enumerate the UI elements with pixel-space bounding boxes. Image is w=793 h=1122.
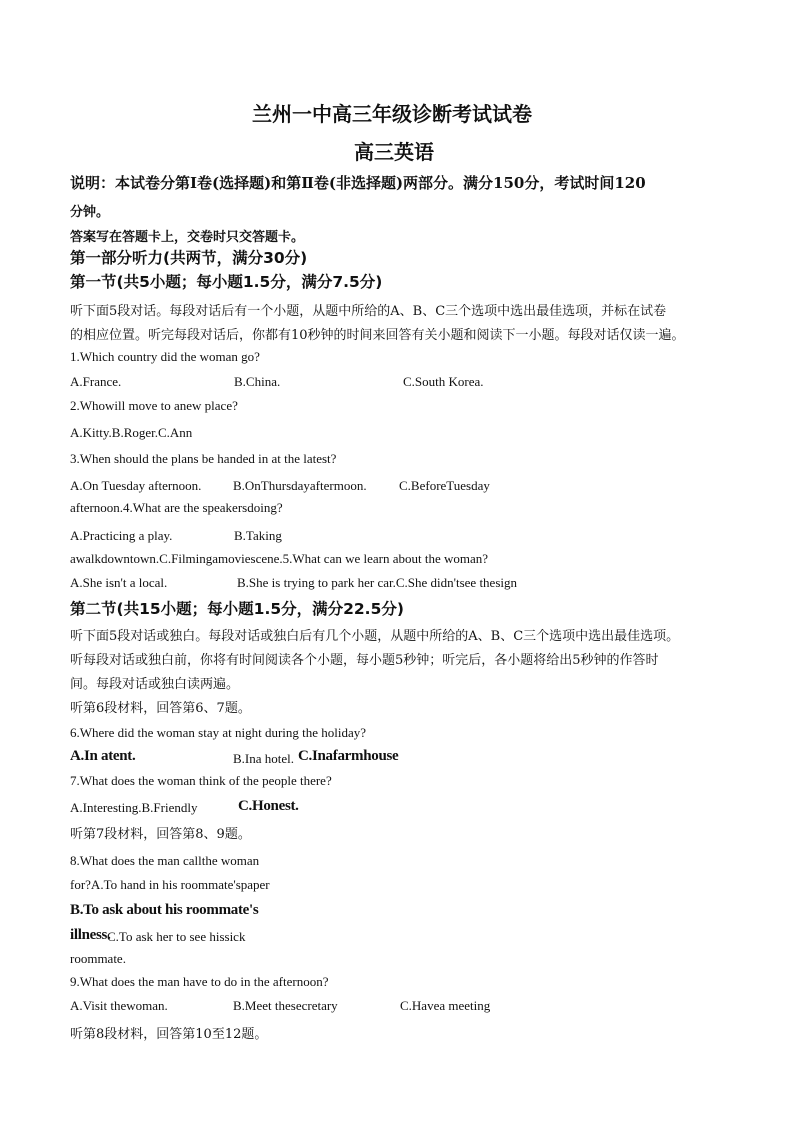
q7-option-ab: A.Interesting.B.Friendly	[70, 800, 198, 815]
section2-instructions-3: 间。每段对话或独白读两遍。	[70, 677, 240, 692]
q5-option-a: A.She isn't a local.	[70, 575, 168, 590]
question-7: 7.What does the woman think of the people there?	[70, 773, 332, 788]
q5-option-bc: B.She is trying to park her car.C.She didn'tsee thesign	[237, 575, 517, 590]
q3-option-a: A.On Tuesday afternoon.	[70, 478, 202, 493]
material-8-note: 听第8段材料，回答第10至12题。	[70, 1027, 268, 1042]
q1-option-a: A.France.	[70, 374, 122, 389]
q6-option-c: C.Inafarmhouse	[298, 748, 399, 764]
q6-option-a: A.In atent.	[70, 748, 136, 764]
section1-instructions-2: 的相应位置。听完每段对话后，你都有10秒钟的时间来回答有关小题和阅读下一小题。每段对话仅读一遍。	[70, 328, 685, 343]
q6-option-b: B.Ina hotel.	[233, 751, 295, 766]
part1-heading: 第一部分听力(共两节，满分30分)	[70, 249, 308, 267]
instructions-line-2: 分钟。	[70, 205, 110, 220]
section2-instructions-1: 听下面5段对话或独白。每段对话或独白后有几个小题，从题中所给的A、B、C三个选项中选出最佳选项。	[70, 629, 680, 644]
question-8-line-1: 8.What does the man callthe woman	[70, 853, 260, 868]
section2-heading: 第二节(共15小题；每小题1.5分，满分22.5分)	[70, 600, 404, 618]
q2-options: A.Kitty.B.Roger.C.Ann	[70, 425, 193, 440]
q8-option-b-end: illness.	[70, 927, 111, 943]
q1-option-b: B.China.	[234, 374, 281, 389]
answer-sheet-note: 答案写在答题卡上，交卷时只交答题卡。	[70, 230, 305, 245]
q1-option-c: C.South Korea.	[403, 374, 484, 389]
material-7-note: 听第7段材料，回答第8、9题。	[70, 827, 251, 842]
q4-option-a: A.Practicing a play.	[70, 528, 173, 543]
question-2: 2.Whowill move to anew place?	[70, 398, 238, 413]
q8-option-c-end: roommate.	[70, 951, 126, 966]
exam-subject: 高三英语	[354, 140, 434, 164]
q9-option-c: C.Havea meeting	[400, 998, 491, 1013]
section2-instructions-2: 听每段对话或独白前，你将有时间阅读各个小题，每小题5秒钟；听完后，各小题将给出5秒钟的作答时	[70, 653, 659, 668]
q9-option-b: B.Meet thesecretary	[233, 998, 338, 1013]
exam-title: 兰州一中高三年级诊断考试试卷	[252, 102, 532, 126]
q4-option-b: B.Taking	[234, 528, 282, 543]
instructions-line-1: 说明：本试卷分第Ⅰ卷(选择题)和第Ⅱ卷(非选择题)两部分。满分150分，考试时间120	[70, 174, 646, 192]
question-3: 3.When should the plans be handed in at the latest?	[70, 451, 337, 466]
q3-continued: afternoon.4.What are the speakersdoing?	[70, 500, 283, 515]
q3-option-c: C.BeforeTuesday	[399, 478, 490, 493]
material-6-note: 听第6段材料，回答第6、7题。	[70, 701, 251, 716]
q4-continued: awalkdowntown.C.Filmingamoviescene.5.What can we learn about the woman?	[70, 551, 489, 566]
q8-option-b: B.To ask about his roommate's	[70, 902, 259, 918]
question-1: 1.Which country did the woman go?	[70, 349, 260, 364]
question-8-line-2: for?A.To hand in his roommate'spaper	[70, 877, 270, 892]
section1-heading: 第一节(共5小题；每小题1.5分，满分7.5分)	[70, 273, 383, 291]
question-9: 9.What does the man have to do in the afternoon?	[70, 974, 329, 989]
q9-option-a: A.Visit thewoman.	[70, 998, 168, 1013]
question-6: 6.Where did the woman stay at night during the holiday?	[70, 725, 367, 740]
section1-instructions-1: 听下面5段对话。每段对话后有一个小题，从题中所给的A、B、C三个选项中选出最佳选项，并标在试卷	[70, 304, 667, 319]
q7-option-c: C.Honest.	[238, 798, 299, 814]
q3-option-b: B.OnThursdayaftermoon.	[233, 478, 367, 493]
q8-option-c: C.To ask her to see hissick	[107, 929, 246, 944]
